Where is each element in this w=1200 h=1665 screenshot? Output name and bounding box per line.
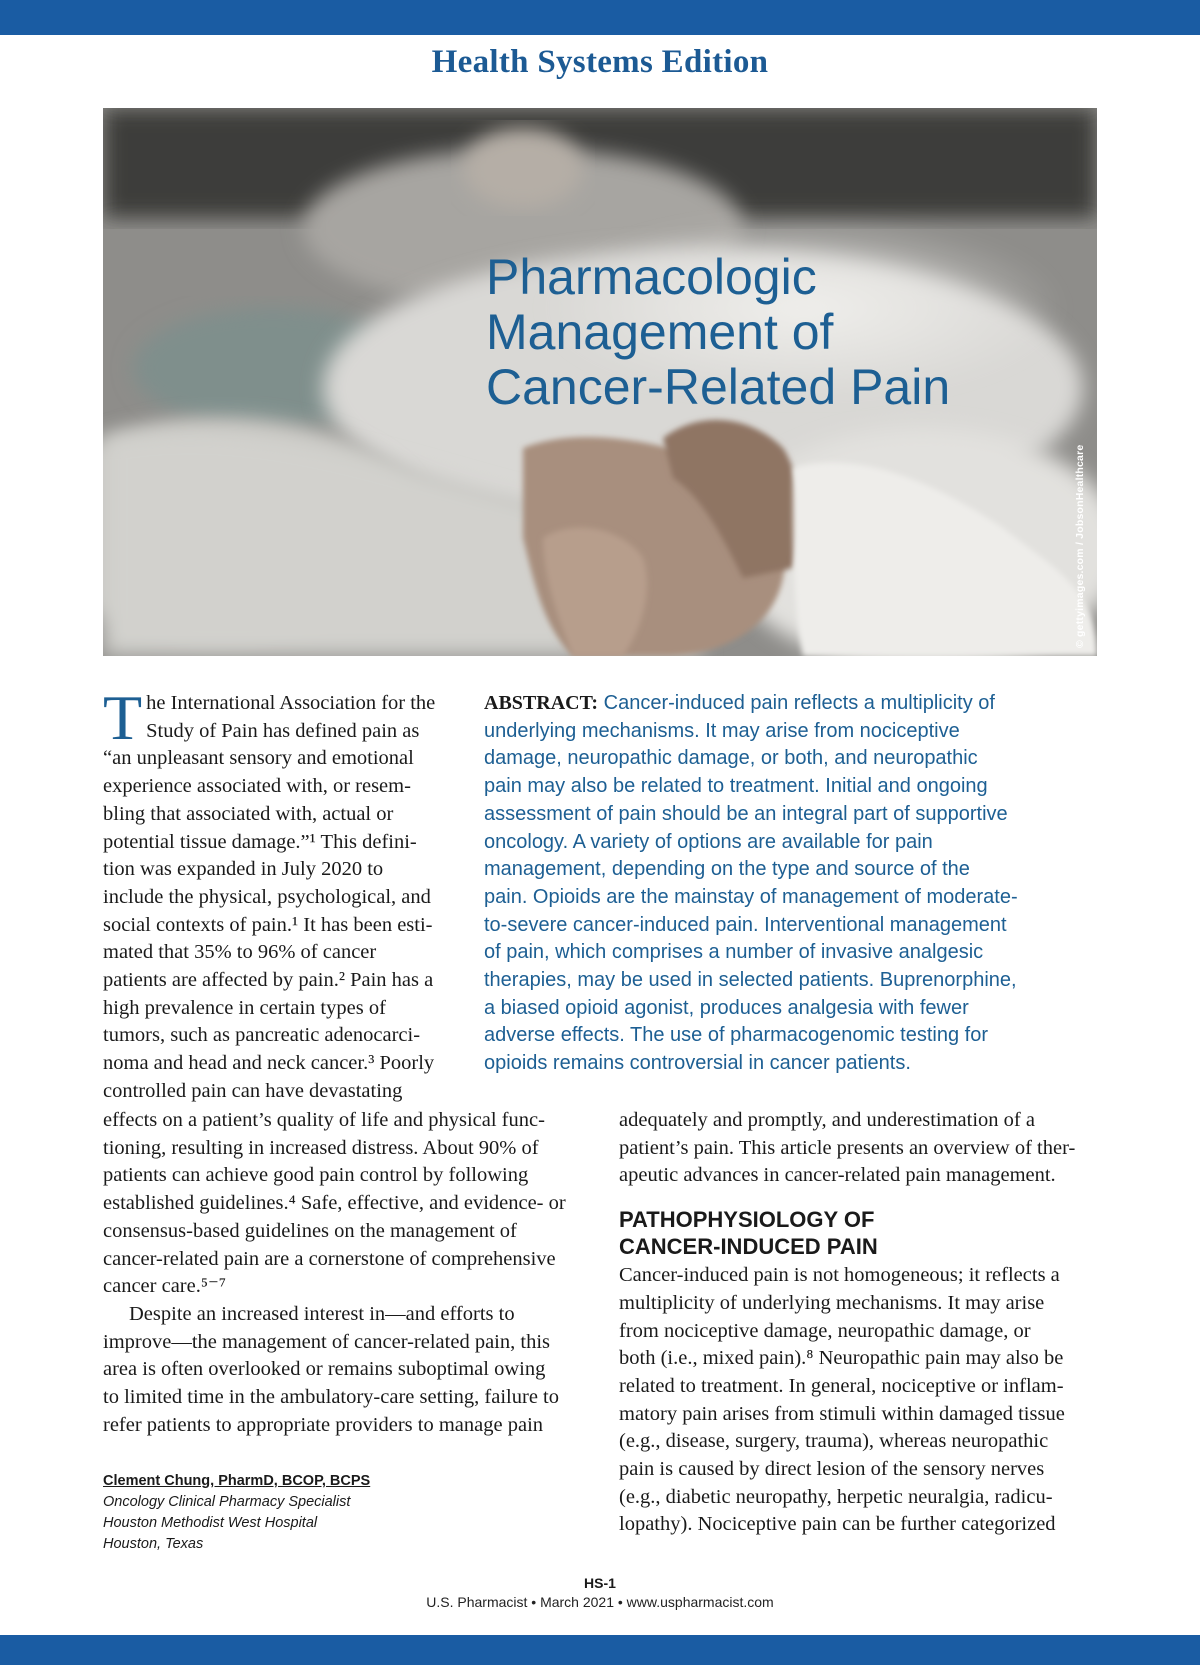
text-line: cancer care.⁵⁻⁷: [103, 1275, 226, 1298]
text-line: both (i.e., mixed pain).⁸ Neuropathic pain may also be: [619, 1347, 1064, 1370]
text-line: adverse effects. The use of pharmacogenomic testing for: [484, 1024, 988, 1047]
text-line: management, depending on the type and source of the: [484, 858, 970, 881]
text-line: opioids remains controversial in cancer patients.: [484, 1052, 911, 1075]
text-line: therapies, may be used in selected patients. Buprenorphine,: [484, 969, 1017, 992]
text-line: to limited time in the ambulatory-care setting, failure to: [103, 1386, 559, 1409]
text-line: he International Association for the: [146, 692, 436, 714]
text-line: a biased opioid agonist, produces analgesia with fewer: [484, 996, 969, 1019]
text-line: matory pain arises from stimuli within damaged tissue: [619, 1402, 1065, 1425]
text-line: lopathy). Nociceptive pain can be further categorized: [619, 1513, 1056, 1536]
text-line: bling that associated with, actual or: [103, 802, 394, 825]
text-line: patients can achieve good pain control by following: [103, 1164, 529, 1187]
text-line: pain is caused by direct lesion of the sensory nerves: [619, 1458, 1045, 1481]
text-line: improve—the management of cancer-related pain, this: [103, 1330, 550, 1353]
text-line: pain may also be related to treatment. Initial and ongoing: [484, 775, 988, 798]
drop-cap: T: [103, 682, 143, 753]
publication-info: U.S. Pharmacist • March 2021 • www.uspharmacist.com: [426, 1594, 774, 1610]
text-line: adequately and promptly, and underestimation of a: [619, 1109, 1035, 1131]
text-line: Cancer-induced pain reflects a multiplicity of: [603, 692, 995, 714]
text-line: controlled pain can have devastating: [103, 1079, 403, 1102]
article-title: [486, 250, 1086, 415]
text-line: effects on a patient’s quality of life and physical func-: [103, 1109, 545, 1131]
page-footer: [0, 1574, 1200, 1612]
text-line: noma and head and neck cancer.³ Poorly: [103, 1052, 435, 1075]
text-line: Cancer-induced pain is not homogeneous; it reflects a: [619, 1264, 1060, 1287]
text-line: (e.g., disease, surgery, trauma), whereas neuropathic: [619, 1430, 1049, 1453]
text-line: of pain, which comprises a number of invasive analgesic: [484, 941, 984, 964]
right-column: [619, 1107, 1099, 1539]
text-line: patient’s pain. This article presents an overview of ther-: [619, 1136, 1076, 1159]
text-line: oncology. A variety of options are available for pain: [484, 830, 933, 853]
section-heading: [619, 1206, 1099, 1260]
text-line: tion was expanded in July 2020 to: [103, 858, 384, 881]
author-hospital: Houston Methodist West Hospital: [103, 1515, 318, 1531]
text-line: cancer-related pain are a cornerstone of comprehensive: [103, 1247, 556, 1270]
text-line: potential tissue damage.”¹ This defini-: [103, 830, 417, 853]
author-block: [103, 1470, 503, 1555]
text-line: assessment of pain should be an integral part of supportive: [484, 802, 1008, 825]
text-line: damage, neuropathic damage, or both, and neuropathic: [484, 747, 978, 770]
top-color-bar: [0, 0, 1200, 35]
text-line: apeutic advances in cancer-related pain management.: [619, 1164, 1056, 1187]
text-line: (e.g., diabetic neuropathy, herpetic neuralgia, radicu-: [619, 1485, 1053, 1508]
text-line: underlying mechanisms. It may arise from nociceptive: [484, 719, 960, 742]
photo-credit: © gettyimages.com / JobsonHealthcare: [1074, 444, 1086, 648]
text-line: refer patients to appropriate providers to manage pain: [103, 1413, 544, 1436]
title-line: Management of: [486, 304, 834, 360]
text-line: to-severe cancer-induced pain. Interventional management: [484, 913, 1007, 936]
title-line: Pharmacologic: [486, 249, 817, 305]
text-line: include the physical, psychological, and: [103, 885, 431, 908]
heading-line: CANCER-INDUCED PAIN: [619, 1234, 878, 1260]
text-line: multiplicity of underlying mechanisms. It may arise: [619, 1291, 1045, 1314]
text-line: experience associated with, or resem-: [103, 775, 411, 798]
left-column: [103, 1107, 581, 1439]
author-name: Clement Chung, PharmD, BCOP, BCPS: [103, 1473, 371, 1489]
hero-image: [103, 108, 1097, 656]
page-number: HS-1: [584, 1575, 616, 1591]
intro-paragraph: [103, 682, 459, 1106]
edition-title: Health Systems Edition: [431, 44, 769, 80]
text-line: pain. Opioids are the mainstay of management of moderate-: [484, 885, 1018, 908]
abstract: [484, 690, 1099, 1078]
title-line: Cancer-Related Pain: [486, 359, 951, 415]
text-line: “an unpleasant sensory and emotional: [103, 747, 414, 770]
author-title: Oncology Clinical Pharmacy Specialist: [103, 1494, 351, 1510]
text-line: tumors, such as pancreatic adenocarci-: [103, 1024, 421, 1047]
text-line: mated that 35% to 96% of cancer: [103, 941, 377, 964]
text-line: social contexts of pain.¹ It has been esti-: [103, 913, 433, 936]
heading-line: PATHOPHYSIOLOGY OF: [619, 1207, 875, 1233]
text-line: Despite an increased interest in—and efforts to: [129, 1302, 515, 1325]
text-line: established guidelines.⁴ Safe, effective, and evidence- or: [103, 1192, 566, 1215]
bottom-color-bar: [0, 1635, 1200, 1665]
text-line: from nociceptive damage, neuropathic damage, or: [619, 1319, 1031, 1342]
text-line: tioning, resulting in increased distress. About 90% of: [103, 1136, 539, 1159]
text-line: area is often overlooked or remains suboptimal owing: [103, 1358, 546, 1381]
abstract-label: ABSTRACT:: [484, 692, 599, 714]
author-location: Houston, Texas: [103, 1536, 204, 1552]
text-line: patients are affected by pain.² Pain has a: [103, 969, 434, 992]
text-line: consensus-based guidelines on the management of: [103, 1219, 517, 1242]
text-line: Study of Pain has defined pain as: [146, 719, 420, 742]
text-line: related to treatment. In general, nociceptive or inflam-: [619, 1374, 1064, 1397]
text-line: high prevalence in certain types of: [103, 996, 386, 1019]
